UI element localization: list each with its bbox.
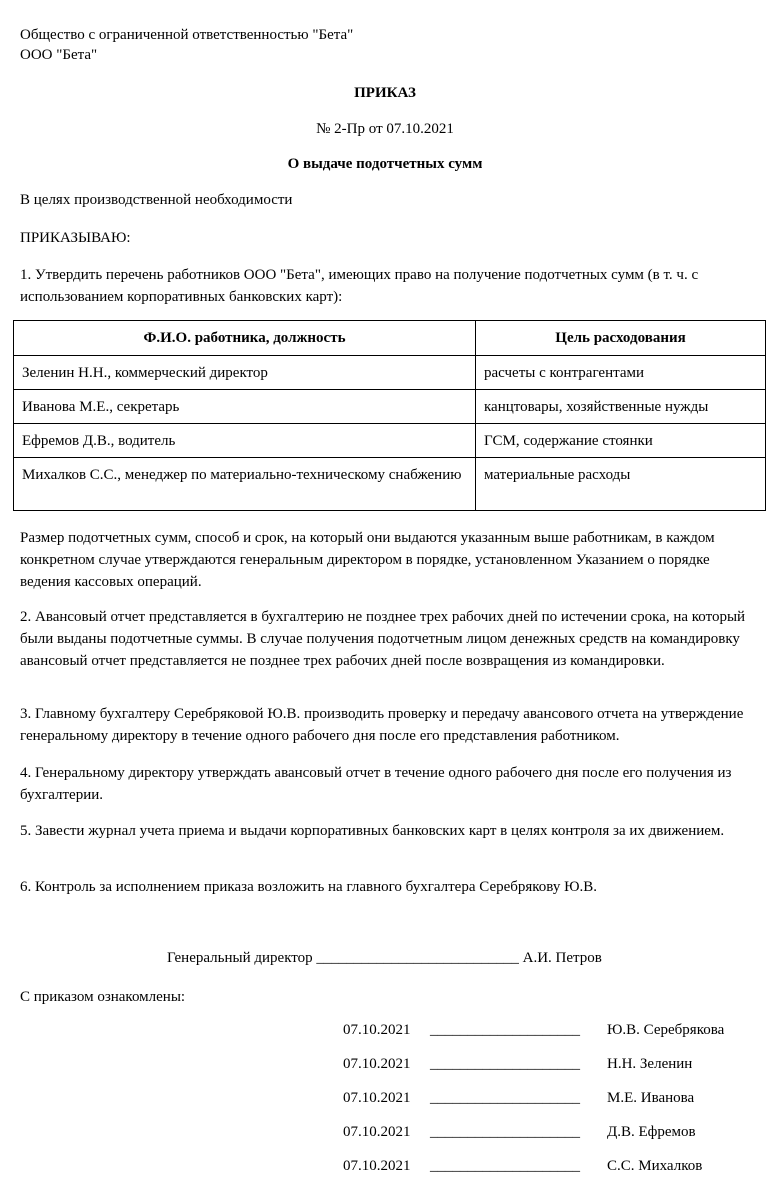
acquaintance-row (0, 1158, 770, 1178)
signature-line: ____________________ (430, 1158, 580, 1174)
company-full-name: Общество с ограниченной ответственностью "Бета" (20, 27, 354, 43)
acquaintance-date: 07.10.2021 (343, 1090, 411, 1106)
table-cell-employee: Ефремов Д.В., водитель (14, 424, 476, 458)
acquaintance-name: М.Е. Иванова (607, 1090, 695, 1106)
table-cell-purpose: канцтовары, хозяйственные нужды (476, 390, 766, 424)
acquaintance-date: 07.10.2021 (343, 1056, 411, 1072)
table-row (14, 390, 766, 424)
table-row (14, 424, 766, 458)
acquaintance-row (0, 1022, 770, 1042)
item-6: 6. Контроль за исполнением приказа возложить на главного бухгалтера Серебрякову Ю.В. (20, 879, 598, 895)
acquaintance-name: Ю.В. Серебрякова (607, 1022, 725, 1038)
item-3: 3. Главному бухгалтеру Серебряковой Ю.В. производить проверку и передачу авансового отчета на утверждение генеральному директору в течение одного рабочего дня после его представления работником. (20, 706, 744, 744)
signature-line: ____________________ (430, 1090, 580, 1106)
table-cell-purpose: расчеты с контрагентами (476, 356, 766, 390)
signature-line: ____________________ (430, 1124, 580, 1140)
acquaintance-row (0, 1090, 770, 1110)
table-cell-employee: Иванова М.Е., секретарь (14, 390, 476, 424)
company-short-name: ООО "Бета" (20, 47, 98, 63)
table-row (14, 356, 766, 390)
item-2: 2. Авансовый отчет представляется в бухгалтерию не позднее трех рабочих дней по истечении срока, на который были выданы подотчетные суммы. В случае получения подотчетным лицом денежных средств на командировку авансовый отчет представляется не позднее трех рабочих дней после возвращения из командировки. (20, 609, 746, 669)
paragraph-after-table: Размер подотчетных сумм, способ и срок, на который они выдаются указанным выше работникам, в каждом конкретном случае утверждаются генеральным директором в порядке, установленном Указанием о порядке ведения кассовых операций. (20, 530, 715, 590)
item-1: 1. Утвердить перечень работников ООО "Бета", имеющих право на получение подотчетных сумм (в т. ч. с использованием корпоративных банковских карт): (20, 267, 699, 305)
acquaintance-name: С.С. Михалков (607, 1158, 703, 1174)
employees-table (13, 320, 766, 511)
table-row (14, 458, 766, 511)
table-cell-employee: Михалков С.С., менеджер по материально-техническому снабжению (14, 458, 476, 511)
acquaintance-name: Н.Н. Зеленин (607, 1056, 693, 1072)
document-title: ПРИКАЗ (354, 85, 416, 101)
acquaintance-date: 07.10.2021 (343, 1158, 411, 1174)
table-header-purpose: Цель расходования (476, 321, 766, 356)
acquaintance-row (0, 1056, 770, 1076)
acquaintance-name: Д.В. Ефремов (607, 1124, 696, 1140)
acquainted-label: С приказом ознакомлены: (20, 989, 186, 1005)
item-5: 5. Завести журнал учета приема и выдачи корпоративных банковских карт в целях контроля за их движением. (20, 823, 725, 839)
item-4: 4. Генеральному директору утверждать авансовый отчет в течение одного рабочего дня после его получения из бухгалтерии. (20, 765, 732, 803)
acquaintance-date: 07.10.2021 (343, 1022, 411, 1038)
signature-line: ____________________ (430, 1022, 580, 1038)
director-signature: Генеральный директор ___________________________ А.И. Петров (167, 950, 602, 966)
acquaintance-date: 07.10.2021 (343, 1124, 411, 1140)
order-number: № 2-Пр от 07.10.2021 (316, 121, 454, 137)
table-cell-employee: Зеленин Н.Н., коммерческий директор (14, 356, 476, 390)
table-header-name: Ф.И.О. работника, должность (14, 321, 476, 356)
intro-text: В целях производственной необходимости (20, 192, 293, 208)
table-cell-purpose: ГСМ, содержание стоянки (476, 424, 766, 458)
signature-line: ____________________ (430, 1056, 580, 1072)
acquaintance-row (0, 1124, 770, 1144)
order-subject: О выдаче подотчетных сумм (287, 156, 483, 172)
table-cell-purpose: материальные расходы (476, 458, 766, 511)
order-word: ПРИКАЗЫВАЮ: (20, 230, 131, 246)
